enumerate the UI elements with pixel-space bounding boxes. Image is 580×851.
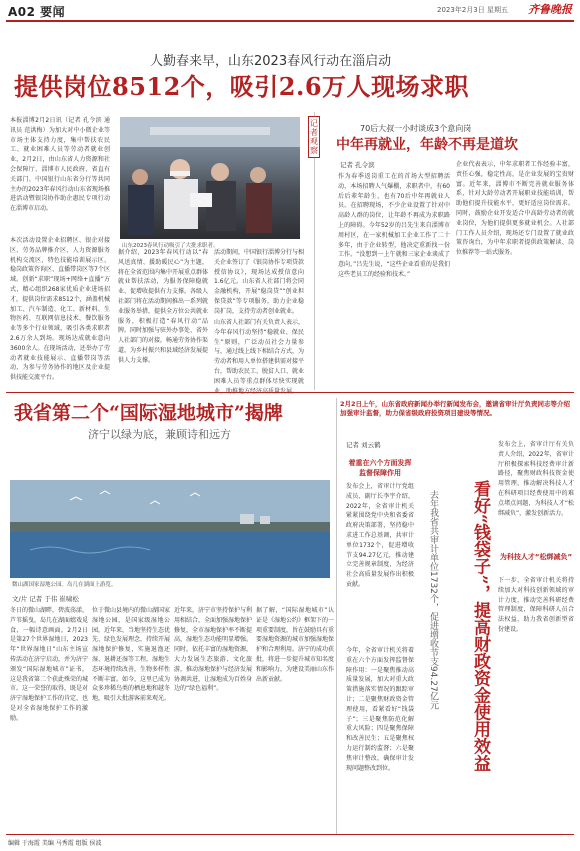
wetland-headline: 我省第二个“国际湿地城市”揭牌 [14,402,283,424]
finance-sidebar-title: 为科技人才“松绑减负” [499,553,573,561]
wetland-col2: 位于微山县境内的微山湖国家湿地公园，是国家级湿地公园，近年来，当地坚持生态优先、绿色发展理念，持续开展湿地保护修复，实施退渔还湿、退耕还湿等工程，湿地生态环境持续改善，生物多样性不断丰富。如今，这里已成为众多珍稀鸟类的栖息地和越冬地，吸引大批游客前来观光。 [92,607,171,703]
side-headline: 中年再就业，年龄不再是道坎 [336,137,518,153]
lead-col2: 据介绍，2023年春风行动以“春风送真情、援助暖民心”为主题，将在全省范围内集中开展重点群体就业帮扶活动，为服务保障稳就业、促增收提供有力支撑。各级人社部门将在活动期间推出一系列就业服务举措，提供全方位公共就业服务，积极打造“春风行动”品牌。同时加强与驻外办事处、省外人社部门的对接，畅通劳务协作渠道，为乡村振兴和县域经济发展提供人力支撑。 [118,249,209,364]
job-fair-caption: 山东2023春风行动吸引了大批求职者。 [122,243,219,249]
lead-dateline: 本报淄博2月2日讯（记者 孔令滨 通讯员 范洪梅）为加大对中小微企业等市场主体支持力度，集中帮扶农民工、就业困难人员等劳动者就业创业，2月2日，由山东省人力资源和社会保障厅、淄博市人民政府、省直有关部门、中国银行山东省分行等共同主办的2023年春风行动山东省现场推进活动暨银岗协作助企惠民专项行动在淄博市启动。 [10,117,110,213]
finance-col3: 发布会上，省审计厅有关负责人介绍，2022年，省审计厅积极探索科技经费审计新路径，聚焦财政科技资金使用管理，推动解决科技人才在科研项目经费使用中的难点堵点问题，为科技人才“松绑减负”，激发创新活力。 [498,441,574,517]
finance-byline: 记者 刘云鹤 [346,441,381,449]
side-byline: 记者 孔令滨 [340,161,375,169]
job-fair-illustration [120,117,300,239]
wetland-illustration [10,480,330,578]
lead-col1: 本次活动设置企业招聘区、银企对接区、劳务品牌推介区、人力资源服务机构交流区、特色技能培训展示区、稳岗政策咨询区、直播带岗区等7个区域。创新“求职”现场+网络+直播”方式，精心组织268家优质企业进场招才，提供岗位需求8512个，涵盖机械加工、汽车制造、化工、新材料、生物医药、互联网信息技术、餐饮服务业等多个行业领域，吸引各类求职者2.6万余人到场。现场达成就业意向3600余人。在现场活动，还举办了劳动者就业技能展示、直播带岗等活动，为参与劳务协作的地区及企业提供技能交流平台。 [10,237,110,382]
finance-col1: 发布会上，省审计厅党组成员、副厅长李宇介绍，2022年，全省审计机关紧紧围绕党中央和省委省政府决策部署，坚持稳中求进工作总基调，共审计单位1732个，促进增收节支94.27亿元，推动建立完善规章制度，为经济社会高质量发展作出积极贡献。 [346,483,414,588]
wetland-col4: 据了解，“国际湿地城市”认证是《湿地公约》框架下的一项重要制度，旨在鼓励具有重要湿地资源的城市加强湿地保护和合理利用。济宁的成功获批，将进一步提升城市知名度和影响力，为建设美丽山东作出新贡献。 [256,607,335,683]
wetland-col1: 冬日的微山湖畔，碧波荡漾，芦苇摇曳，岛几在湖面嬉戏觅食，一幅诗意画面。2月2日是第27个世界湿地日，2023年“世界湿地日”山东主场宣传活动在济宁启动，并为济宁颁发“国际湿地城市”证书，这是我省第二个获此殊荣的城市。这一荣誉的取得，既是对济宁湿地保护工作的肯定，也是对全省湿地保护工作的激励。 [10,607,89,722]
side-col1: 作为春季返岗重工在的首场大型招聘活动，本场招聘人气爆棚，求职者中，有60后后辈年龄生，也有70后中年再就业人员。在招聘现场，不少企业设置了针对中高龄人群的岗位，让年龄不再成为求职路上的障碍。今年52岁的吕先生来自淄博市周村区，在一家机械加工企业工作了二十多年，由于企业转型，他决定重新找一份工作。“没想到一上午就和三家企业谈成了意向，”吕先生说，“这些企业看重的是我们这些老员工的经验和技术。” [338,173,450,278]
footer-rule [6,834,574,835]
lead-col4: 山东省人社部门有关负责人表示，今年春风行动坚持“稳就业、保民生”原则，广泛动员社会力量参与，通过线上线下相结合方式，为劳动者和用人单位搭建供需对接平台，帮助农民工、脱贫人口、就业困难人员等重点群体尽快实现就 [214,319,305,385]
finance-inner-title: 着重在六个方面发挥监督保障作用 [348,459,412,477]
finance-subtitle: 去年我省共审计单位1732个，促进增收节支94.27亿元 [428,490,438,710]
wetland-photo [10,480,330,578]
finance-col2: 今年，全省审计机关将着重在六个方面发挥监督保障作用：一是聚焦推动高质量发展，加大对重大政策措施落实情况的跟踪审计；二是聚焦财政资金管理使用，看紧看好“钱袋子”；三是聚焦防范化解重大风险；四是聚焦保障和改善民生；五是聚焦权力运行制约监督；六是聚焦审计整改，确保审计发现问题整改到位。 [346,647,414,772]
wetland-byline: 文/片 记者 于伟 崔啸松 [12,595,79,603]
side-col2: 企业代表表示，中年求职者工作经验丰富，责任心强，稳定性高，是企业发展的宝贵财富。近年来，淄博市不断完善就业服务体系，针对大龄劳动者开展职业技能培训，帮助他们提升技能水平，更好适应岗位需求。同时，鼓励企业开发适合中高龄劳动者的就业岗位，为他们提供更多就业机会。人社部门工作人员介绍，现场还专门设置了就业政策咨询台，为中年求职者提供政策解读、岗位推荐等一站式服务。 [456,161,574,257]
wetland-col3: 近年来，济宁市坚持保护与利用相结合，全面加强湿地保护修复，全市湿地保护率不断提高，湿地生态功能明显增强。同时，依托丰富的湿地资源，大力发展生态旅游、文化旅游，推动湿地保护与经济发展协调共进，让湿地成为百姓身边的“绿色福利”。 [174,607,253,693]
lead-col3: 活动期间，中国银行淄博分行与相关企业签订了《银岗协作专项贷款授信协议》，现场达成授信意向1.6亿元。山东省人社部门将会同金融机构，开展“稳岗贷”“创业担保贷款”等专项服务，助力企业稳岗扩岗，支持劳动者创业就业。 [214,249,305,315]
finance-headline: 看好“钱袋子”，提高财政资金使用效益 [470,480,490,772]
wetland-caption: 微山湖国家湿地公园。岛几在湖面上游览。 [12,582,117,588]
page-code: A02 要闻 [8,5,66,19]
column-label: 记者观察 [308,116,320,158]
finance-kicker: 2月2日上午，山东省政府新闻办举行新闻发布会，邀请省审计厅负责同志等介绍加强审计监督，助力保省级政府投资项目建设等情况。 [340,400,571,417]
job-fair-photo [120,117,300,239]
masthead-rule [6,20,574,22]
editor-credits: 编辑 于海霞 美编 马秀霞 组版 侯波 [8,840,102,847]
section-rule [6,392,574,393]
lead-kicker: 人勤春来早，山东2023春风行动在淄启动 [150,54,392,69]
issue-date: 2023年2月3日 星期五 [437,6,508,14]
finance-divider [336,398,337,834]
lead-headline: 提供岗位8512个，吸引2.6万人现场求职 [14,72,470,101]
wetland-subtitle: 济宁以绿为底，兼顾诗和远方 [88,428,231,441]
side-kicker: 70后大叔一小时谈成3个意向岗 [360,124,472,133]
newspaper-logo: 齐鲁晚报 [528,3,572,16]
finance-col4: 下一步，全省审计机关将持续加大对科技创新领域的审计力度，推动完善科研经费管理制度，保障科研人员合法权益，助力我省创新型省份建设。 [498,577,574,633]
